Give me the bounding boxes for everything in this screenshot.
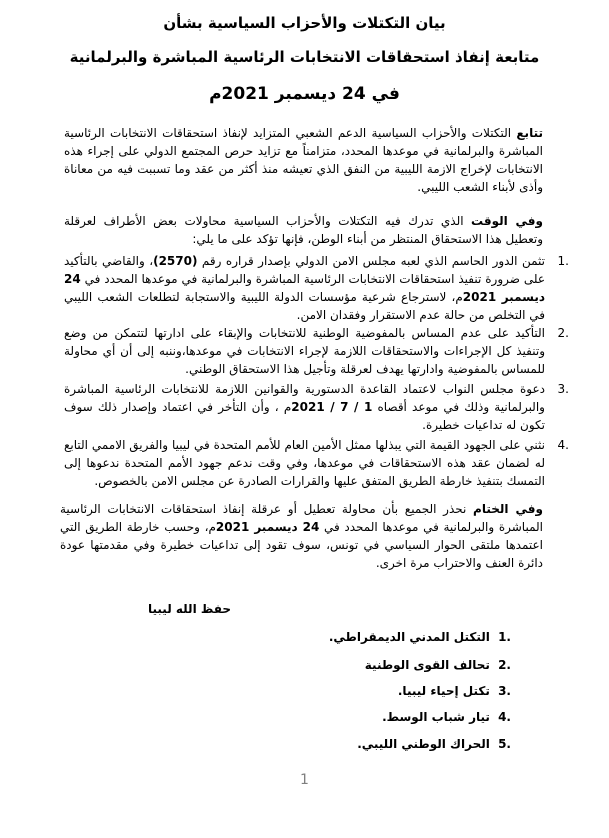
signatory-name: الحراك الوطني الليبي. [357, 737, 490, 751]
list-item-number: 4. [557, 438, 569, 452]
signatory-name: تكتل إحياء ليبيا. [397, 684, 490, 698]
closing-warning-paragraph [60, 500, 543, 572]
signatory-name: تحالف القوى الوطنية [364, 658, 490, 672]
item-text-part: م ، وأن التأخر في اعتماد وإصدار ذلك سوف تكون له تداعيات خطيرة. [64, 400, 545, 432]
item-bold-part: (2570) [153, 254, 198, 268]
list-item-number: 2. [557, 326, 569, 340]
title-line-3: في 24 ديسمبر 2021م [209, 84, 400, 104]
item-text-part: دعوة مجلس النواب لاعتماد القاعدة الدستورية والقوانين اللازمة للانتخابات الرئاسية المباشرة والبرلمانية وذلك في موعد أقصاه [64, 382, 545, 414]
page-number: 1 [300, 772, 309, 788]
signatory-number: 4. [498, 710, 511, 724]
signatory-name: التكتل المدني الديمقراطي. [328, 630, 490, 644]
p2-lead: وفي الوقت [471, 214, 543, 228]
list-item [64, 252, 569, 324]
title-line-2: متابعة إنفاذ استحقاقات الانتخابات الرئاسية المباشرة والبرلمانية [69, 48, 540, 66]
item-bold-part: 1 / 7 / 2021 [291, 400, 373, 414]
intro-text: التكتلات والأحزاب السياسية الدعم الشعبي المتزايد لإنفاذ استحقاقات الانتخابات الرئاسية المباشرة والبرلمانية في موعدها المحدد، متزامناً مع تزايد حرص المجتمع الدولي على إجراء هذه الانتخابات لإخراج الازمة الليبية من النفق الذي تعيشه منذ أكثر من عقد وما تسببت فيه من معاناة وأذى لأبناء الشعب الليبي. [64, 126, 543, 194]
list-item-number: 3. [557, 382, 569, 396]
warn-text-part: نحذر الجميع بأن محاولة تعطيل أو عرقلة إنفاذ استحقاقات الانتخابات الرئاسية المباشرة والبرلمانية في موعدها المحدد في [60, 502, 543, 534]
warn-text-part: م، وحسب خارطة الطريق التي اعتمدها ملتقى الحوار السياسي في تونس، سوف تقود إلى تداعيات خطيرة وفي مقدمتها عودة دائرة العنف والاحتراب مرة اخرى. [60, 520, 543, 570]
list-item [64, 380, 569, 434]
item-text-part: م، لاسترجاع شرعية مؤسسات الدولة الليبية والاستجابة لتطلعات الشعب الليبي في التخلص من حالة عدم الاستقرار وفقدان الامن. [64, 290, 545, 322]
warn-lead: وفي الختام [473, 502, 543, 516]
signatory-number: 5. [498, 737, 511, 751]
p2-text: الذي تدرك فيه التكتلات والأحزاب السياسية محاولات بعض الأطراف لعرقلة وتعطيل هذا الاستحقاق المنتظر من أبناء الوطن، فإنها تؤكد على ما يلي: [64, 214, 543, 246]
item-text-part: تثمن الدور الحاسم الذي لعبه مجلس الامن الدولي بإصدار قراره رقم [197, 254, 545, 268]
signatory-name: تيار شباب الوسط. [382, 710, 490, 724]
list-item-text: نثني على الجهود القيمة التي يبذلها ممثل الأمين العام للأمم المتحدة في ليبيا والفريق الاممي التابع له لضمان عقد هذه الاستحقاقات في موعدها، وفي وقت ندعم جهود الأمم المتحدة ندعوها إلى التمسك بتنفيذ خارطة الطريق المتفق عليها والقرارات الصادرة عن مجلس الامن بالخصوص. [64, 438, 545, 488]
list-item [64, 324, 569, 378]
signatory-item [329, 630, 511, 644]
list-item-text [64, 380, 545, 434]
intro-lead: تتابع [516, 126, 543, 140]
list-item-text: التأكيد على عدم المساس بالمفوضية الوطنية للانتخابات والإبقاء على ادارتها لتتمكن من وضع وتنفيذ كل الإجراءات والاستحقاقات اللازمة لإجراء الانتخابات في موعدها،وننبه إلى أن أي محاولة للمساس بالمفوضية وادارتها يهدف لعرقلة وتأجيل هذا الاستحقاق الوطني. [64, 326, 545, 376]
signatory-number: 1. [498, 630, 511, 644]
signatory-number: 2. [498, 658, 511, 672]
second-paragraph [64, 212, 543, 248]
list-item [64, 436, 569, 490]
signatory-item [365, 658, 511, 672]
intro-paragraph [64, 124, 543, 196]
signatory-item [398, 684, 511, 698]
title-line-1: بيان التكتلات والأحزاب السياسية بشأن [163, 14, 446, 32]
list-item-text [64, 252, 545, 324]
signatory-number: 3. [498, 684, 511, 698]
item-bold-part: 24 ديسمبر 2021 [64, 272, 545, 304]
list-item-number: 1. [557, 254, 569, 268]
closing-phrase: حفظ الله ليبيا [148, 602, 231, 616]
item-text-part: ، والقاضي بالتأكيد على ضرورة تنفيذ استحقاقات الانتخابات الرئاسية المباشرة والبرلمانية في موعدها المحدد في [64, 254, 545, 286]
warn-bold-part: 24 ديسمبر 2021 [215, 520, 320, 534]
signatory-item [357, 737, 511, 751]
signatory-item [382, 710, 511, 724]
